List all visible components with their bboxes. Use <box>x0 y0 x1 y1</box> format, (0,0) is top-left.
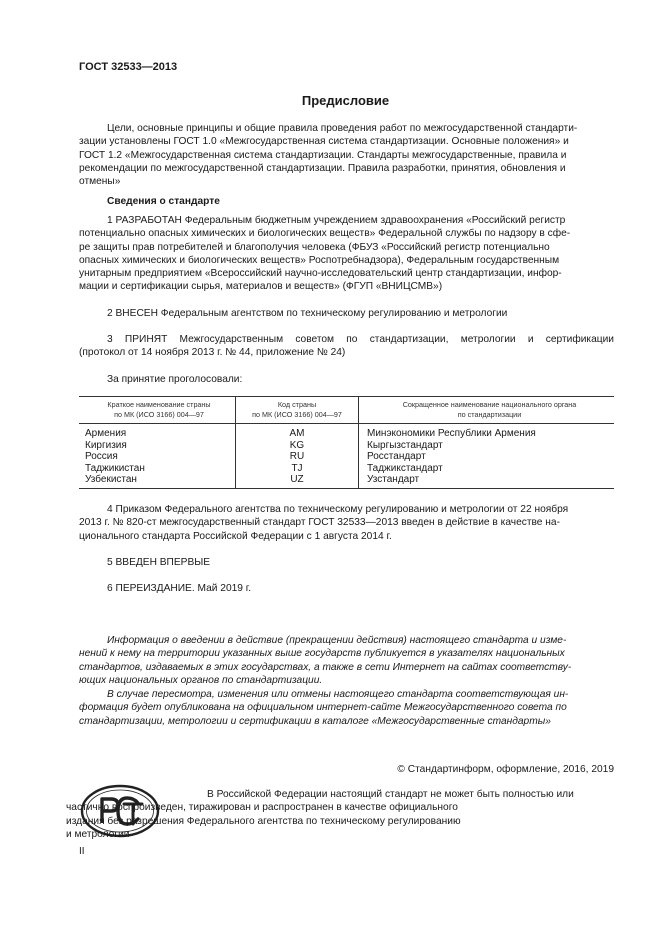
page-number: II <box>79 846 85 857</box>
item-1-paragraph <box>79 214 614 294</box>
country-cell: Узбекистан <box>79 474 236 488</box>
reproduction-notice <box>66 788 614 841</box>
table-row <box>79 463 614 475</box>
intro-line: рекомендации по межгосударственной стандартизации. Правила разработки, принятия, обновления и <box>79 162 566 174</box>
table-row <box>79 424 614 440</box>
authority-cell: Таджикстандарт <box>359 463 615 475</box>
country-cell: Киргизия <box>85 439 127 451</box>
country-cell: Армения <box>85 428 127 439</box>
authority-cell: Росстандарт <box>359 451 615 463</box>
code-cell: KG <box>236 440 359 452</box>
notice-line: издания без разрешения Федерального агентства по техническому регулированию <box>66 815 461 827</box>
table-row <box>79 451 614 463</box>
info-1-line: стандартов, издаваемых в этих государствах, а также в сети Интернет на сайтах соответству- <box>79 661 572 673</box>
item-3-line: 3 ПРИНЯТ Межгосударственным советом по стандартизации, метрологии и сертификации <box>107 334 614 345</box>
item-1-line: унитарным предприятием «Всероссийский научно-исследовательский центр стандартизации, инфор- <box>79 268 562 280</box>
standard-number: ГОСТ 32533—2013 <box>79 61 178 73</box>
table-row <box>79 474 614 488</box>
intro-line: Цели, основные принципы и общие правила проведения работ по межгосударственной стандарти- <box>107 123 578 134</box>
column-header-code: Код страны по МК (ИСО 3166) 004—97 <box>236 397 359 424</box>
info-1-line: ющих национальных органов по стандартизации. <box>79 674 323 686</box>
table-header-row <box>79 397 614 424</box>
authority-cell: Минэкономики Республики Армения <box>359 424 615 440</box>
code-cell: AM <box>236 424 359 440</box>
notice-line: В Российской Федерации настоящий стандарт не может быть полностью или <box>207 789 574 800</box>
item-1-line: потенциально опасных химических и биологических веществ» Федеральной службы по надзору в сфе- <box>79 228 571 240</box>
authority-cell: Узстандарт <box>359 474 615 488</box>
item-6-line: 6 ПЕРЕИЗДАНИЕ. Май 2019 г. <box>107 583 252 594</box>
voted-label: За принятие проголосовали: <box>107 374 243 385</box>
notice-line: частично воспроизведен, тиражирован и распространен в качестве официального <box>66 802 458 814</box>
item-6-paragraph <box>79 582 614 595</box>
code-cell: TJ <box>236 463 359 475</box>
info-paragraph-2 <box>79 688 614 728</box>
intro-line: отмены» <box>79 176 121 188</box>
item-2-paragraph <box>79 307 614 320</box>
item-4-paragraph <box>79 503 614 543</box>
item-3-paragraph <box>79 333 614 360</box>
notice-line: и метрологии <box>66 828 130 840</box>
info-1-line: нений к нему на территории указанных выше государств публикуется в указателях национальных <box>79 648 565 660</box>
column-header-country: Краткое наименование страны по МК (ИСО 3166) 004—97 <box>79 397 236 424</box>
intro-paragraph <box>79 122 614 188</box>
table-row <box>79 440 614 452</box>
item-3-line: (протокол от 14 ноября 2013 г. № 44, приложение № 24) <box>79 347 346 359</box>
column-header-authority: Сокращенное наименование национального органа по стандартизации <box>359 397 615 424</box>
code-cell: RU <box>236 451 359 463</box>
item-2-line: 2 ВНЕСЕН Федеральным агентством по техническому регулированию и метрологии <box>107 308 508 319</box>
item-4-line: ционального стандарта Российской Федерации с 1 августа 2014 г. <box>79 530 392 542</box>
authority-cell: Кыргызстандарт <box>359 440 615 452</box>
section-title: Сведения о стандарте <box>107 196 220 207</box>
item-4-line: 4 Приказом Федерального агентства по техническому регулированию и метрологии от 22 ноября <box>107 504 569 515</box>
info-2-line: стандартизации, метрологии и сертификации в каталоге «Межгосударственные стандарты» <box>79 715 551 727</box>
intro-line: ГОСТ 1.2 «Межгосударственная система стандартизации. Стандарты межгосударственные, правила и <box>79 149 567 161</box>
page-title: Предисловие <box>301 93 390 108</box>
item-5-line: 5 ВВЕДЕН ВПЕРВЫЕ <box>107 557 211 568</box>
country-cell: Россия <box>85 451 118 463</box>
item-1-line: 1 РАЗРАБОТАН Федеральным бюджетным учреждением здравоохранения «Российский регистр <box>107 215 566 226</box>
item-1-line: опасных химических и биологических веществ» Роспотребнадзора), Федеральным государственным <box>79 254 560 266</box>
item-5-paragraph <box>79 556 614 569</box>
copyright: © Стандартинформ, оформление, 2016, 2019 <box>397 764 614 775</box>
item-4-line: 2013 г. № 820-ст межгосударственный стандарт ГОСТ 32533—2013 введен в действие в качестве на- <box>79 517 560 529</box>
intro-line: зации установлены ГОСТ 1.0 «Межгосударственная система стандартизации. Основные положения» и <box>79 136 569 148</box>
member-states-table <box>79 396 614 489</box>
item-1-line: мации и сертификации сырья, материалов и веществ» (ФГУП «ВНИЦСМВ») <box>79 281 443 293</box>
code-cell: UZ <box>236 474 359 488</box>
info-2-line: формация будет опубликована на официальном интернет-сайте Межгосударственного совета по <box>79 702 567 714</box>
info-2-line: В случае пересмотра, изменения или отмены настоящего стандарта соответствующая ин- <box>107 689 569 700</box>
country-cell: Таджикистан <box>85 462 145 474</box>
info-paragraph-1 <box>79 634 614 687</box>
item-1-line: ре защиты прав потребителей и благополучия человека (ФБУЗ «Российский регистр потенциально <box>79 241 550 253</box>
info-1-line: Информация о введении в действие (прекращении действия) настоящего стандарта и изме- <box>107 635 567 646</box>
voted-label-paragraph <box>79 373 614 386</box>
